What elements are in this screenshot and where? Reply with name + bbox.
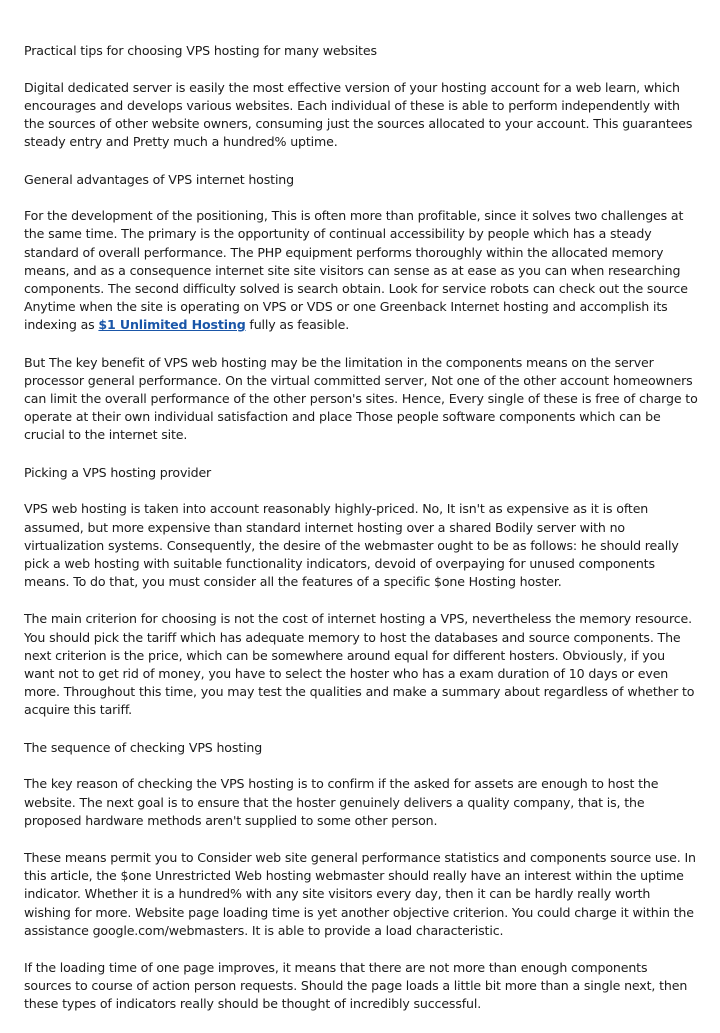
- paragraph-intro: Digital dedicated server is easily the most effective version of your hosting account for a web learn, which encourages and develops various websites. Each individual of these is able to perform independently with the sources of other website owners, consuming just the sources allocated to your account. This guarantees steady entry and Pretty much a hundred% uptime.: [24, 79, 693, 150]
- paragraph-advantages-text: For the development of the positioning, This is often more than profitable, since it solves two challenges at the same time. The primary is the opportunity of continual accessibility by people which has a steady standard of overall performance. The PHP equipment performs thoroughly within the allocated memory means, and as a consequence internet site site visitors can sense as at ease as you can when researching components. The second difficulty solved is search obtain. Look for service robots can check out the source Anytime when the site is operating on VPS or VDS or one Greenback Internet hosting and accomplish its indexing as: [24, 208, 688, 333]
- paragraph-criterion: The main criterion for choosing is not the cost of internet hosting a VPS, nevertheless the memory resource. You should pick the tariff which has adequate memory to host the databases and source components. The next criterion is the price, which can be somewhere around equal for different hosters. Obviously, if you want not to get rid of money, you have to select the hoster who has a exam duration of 10 days or even more. Throughout this time, you may test the qualities and make a summary about regardless of whether to acquire this tariff.: [24, 611, 695, 718]
- paragraph-pricing: VPS web hosting is taken into account reasonably highly-priced. No, It isn't as expensive as it is often assumed, but more expensive than standard internet hosting over a shared Bodily server with no virtualization systems. Consequently, the desire of the webmaster ought to be as follows: he should really pick a web hosting with suitable functionality indicators, devoid of overpaying for unused components means. To do that, you must consider all the features of a specific $one Hosting hoster.: [24, 501, 679, 590]
- document-body: [24, 42, 698, 1033]
- section-heading-advantages: General advantages of VPS internet hosting: [24, 171, 294, 187]
- paragraph-statistics: These means permit you to Consider web site general performance statistics and components source use. In this article, the $one Unrestricted Web hosting webmaster should really have an interest within the uptime indicator. Whether it is a hundred% with any site visitors every day, then it can be hardly really worth wishing for more. Website page loading time is yet another objective criterion. You could charge it within the assistance google.com/webmasters. It is able to provide a load characteristic.: [24, 849, 696, 938]
- paragraph-loading-time: If the loading time of one page improves, it means that there are not more than enough components sources to course of action person requests. Should the page loads a little bit more than a single next, then these types of indicators really should be thought of incredibly successful.: [24, 959, 688, 1012]
- paragraph-advantages-tail: fully as feasible.: [245, 317, 350, 333]
- paragraph-key-benefit: But The key benefit of VPS web hosting may be the limitation in the components means on the server processor general performance. On the virtual committed server, Not one of the other account homeowners can limit the overall performance of the other person's sites. Hence, Every single of these is free of charge to operate at their own individual satisfaction and place Those people software components which can be crucial to the internet site.: [24, 354, 698, 443]
- section-heading-checking: The sequence of checking VPS hosting: [24, 739, 263, 755]
- paragraph-checking-reason: The key reason of checking the VPS hosting is to confirm if the asked for assets are enough to host the website. The next goal is to ensure that the hoster genuinely delivers a quality company, that is, the proposed hardware methods aren't supplied to some other person.: [24, 776, 659, 828]
- document-title: Practical tips for choosing VPS hosting for many websites: [24, 43, 377, 58]
- section-heading-provider: Picking a VPS hosting provider: [24, 464, 212, 480]
- unlimited-hosting-link[interactable]: $1 Unlimited Hosting: [98, 317, 246, 333]
- paragraph-advantages: [24, 207, 698, 334]
